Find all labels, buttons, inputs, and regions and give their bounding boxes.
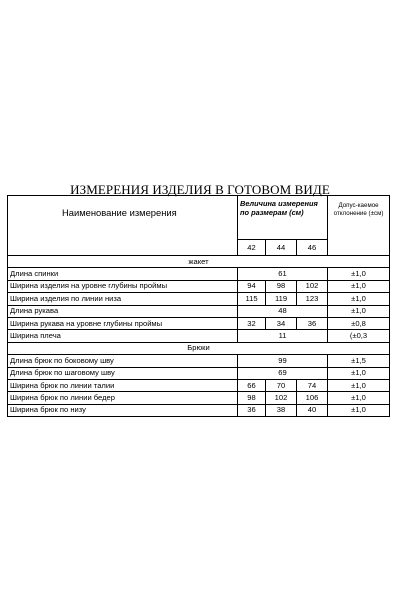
table-row [8,317,390,329]
measurement-name: Длина спинки [8,268,238,280]
measurement-name: Ширина брюк по линии талии [8,379,238,391]
header-tolerance: Допус-каемое отклонение (±см) [328,196,390,256]
measurement-value: 115 [238,293,266,305]
measurement-value: 98 [238,392,266,404]
measurement-value: 40 [297,404,328,416]
measurement-value: 106 [297,392,328,404]
table-row [8,268,390,280]
tolerance-value: ±1,0 [328,379,390,391]
measurement-value: 74 [297,379,328,391]
table-row [8,293,390,305]
measurement-value: 102 [266,392,297,404]
measurement-name: Ширина брюк по низу [8,404,238,416]
tolerance-value: ±1,0 [328,392,390,404]
measurement-value: 66 [238,379,266,391]
measurement-name: Ширина рукава на уровне глубины проймы [8,317,238,329]
measurement-value: 32 [238,317,266,329]
measurement-value: 119 [266,293,297,305]
table-row [8,367,390,379]
table-row [8,280,390,292]
section-row [8,342,390,354]
tolerance-value: ±1,0 [328,367,390,379]
table-row [8,355,390,367]
measurement-value: 36 [297,317,328,329]
header-name: Наименование измерения [8,196,238,256]
measurement-value: 38 [266,404,297,416]
tolerance-value: ±1,5 [328,355,390,367]
measurement-value: 36 [238,404,266,416]
tolerance-value: ±1,0 [328,404,390,416]
tolerance-value: ±1,0 [328,280,390,292]
tolerance-value: (±0,3 [328,330,390,342]
tolerance-value: ±1,0 [328,293,390,305]
section-title: Брюки [8,342,390,354]
measurement-value: 69 [238,367,328,379]
measurement-name: Ширина изделия на уровне глубины проймы [8,280,238,292]
measurement-value: 123 [297,293,328,305]
measurement-name: Длина брюк по боковому шву [8,355,238,367]
measurement-name: Ширина изделия по линии низа [8,293,238,305]
header-size: 44 [266,240,297,256]
section-row [8,256,390,268]
table-row [8,404,390,416]
table-row [8,330,390,342]
page-title: ИЗМЕРЕНИЯ ИЗДЕЛИЯ В ГОТОВОМ ВИДЕ [70,182,330,197]
header-size: 42 [238,240,266,256]
measurement-name: Ширина плеча [8,330,238,342]
measurement-value: 11 [238,330,328,342]
measurement-value: 94 [238,280,266,292]
tolerance-value: ±1,0 [328,305,390,317]
measurement-name: Ширина брюк по линии бедер [8,392,238,404]
measurement-name: Длина брюк по шаговому шву [8,367,238,379]
measurement-value: 70 [266,379,297,391]
measurement-value: 98 [266,280,297,292]
measurement-value: 99 [238,355,328,367]
header-size: 46 [297,240,328,256]
measurement-value: 102 [297,280,328,292]
measurement-name: Длина рукава [8,305,238,317]
table-row [8,392,390,404]
section-title: жакет [8,256,390,268]
measurement-value: 61 [238,268,328,280]
measurement-value: 34 [266,317,297,329]
tolerance-value: ±1,0 [328,268,390,280]
measurements-table [7,195,390,417]
tolerance-value: ±0,8 [328,317,390,329]
table-row [8,305,390,317]
table-row [8,379,390,391]
header-sizes-caption: Величина измерения по размерам (см) [238,196,328,240]
measurement-value: 48 [238,305,328,317]
